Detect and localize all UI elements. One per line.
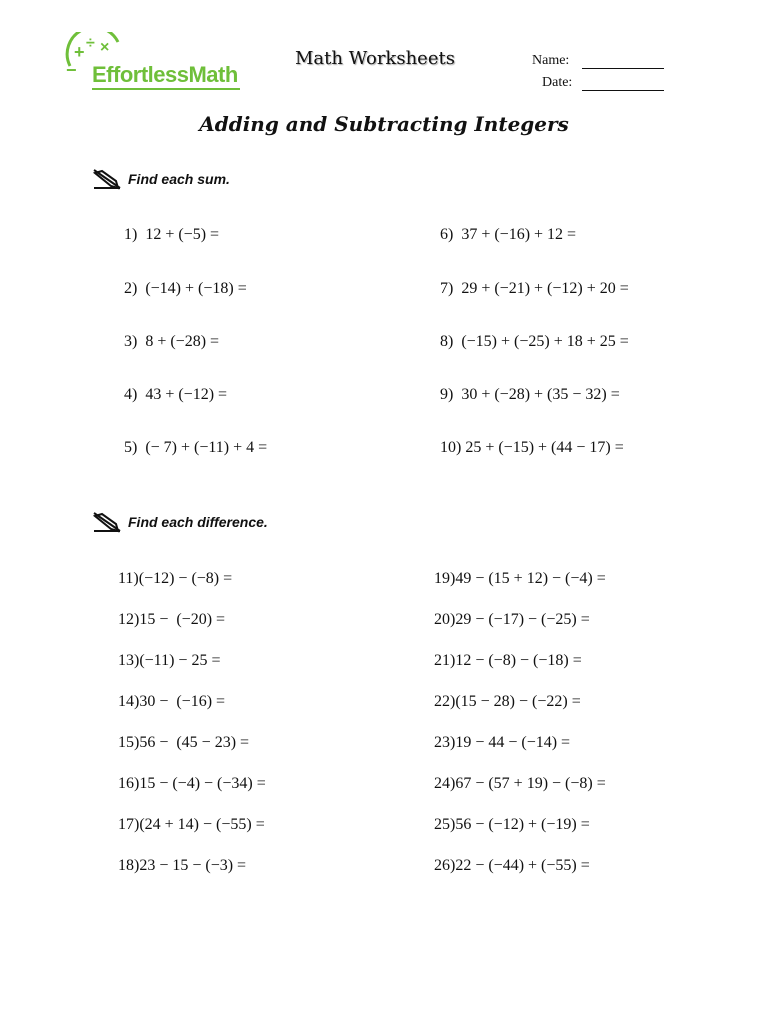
problem-item: 4) 43 + (−12) = [124, 386, 228, 403]
problem-item: 26)22 − (−44) + (−55) = [434, 857, 590, 874]
problem-item: 16)15 − (−4) − (−34) = [118, 775, 266, 792]
name-label: Name: [532, 53, 570, 68]
effortless-math-logo [64, 32, 244, 94]
problem-item: 14)30 − (−16) = [118, 693, 226, 710]
svg-text:×: × [100, 39, 110, 56]
problem-item: 8) (−15) + (−25) + 18 + 25 = [440, 333, 629, 350]
problem-item: 19)49 − (15 + 12) − (−4) = [434, 570, 606, 587]
date-field[interactable] [582, 90, 664, 91]
pencil-icon [92, 168, 122, 190]
problem-item: 5) (− 7) + (−11) + 4 = [124, 439, 268, 456]
problem-item: 13)(−11) − 25 = [118, 652, 221, 669]
problem-item: 10) 25 + (−15) + (44 − 17) = [440, 439, 624, 456]
problem-item: 2) (−14) + (−18) = [124, 280, 247, 297]
section-heading-label: Find each sum. [128, 171, 230, 187]
problem-item: 17)(24 + 14) − (−55) = [118, 816, 265, 833]
worksheet-title: Adding and Subtracting Integers [199, 112, 569, 136]
problem-item: 22)(15 − 28) − (−22) = [434, 693, 581, 710]
problem-item: 25)56 − (−12) + (−19) = [434, 816, 590, 833]
header-title: Math Worksheets [295, 48, 455, 69]
pencil-icon [92, 511, 122, 533]
section-heading-label: Find each difference. [128, 514, 268, 530]
svg-text:÷: ÷ [86, 35, 95, 52]
problem-item: 3) 8 + (−28) = [124, 333, 220, 350]
problem-item: 21)12 − (−8) − (−18) = [434, 652, 582, 669]
svg-text:+: + [74, 42, 85, 62]
name-field[interactable] [582, 68, 664, 69]
problem-item: 7) 29 + (−21) + (−12) + 20 = [440, 280, 629, 297]
logo-wordmark: EffortlessMath [92, 62, 238, 87]
problem-item: 15)56 − (45 − 23) = [118, 734, 250, 751]
problem-item: 24)67 − (57 + 19) − (−8) = [434, 775, 606, 792]
svg-text:−: − [66, 60, 77, 72]
logo-underline [92, 88, 240, 90]
date-label: Date: [542, 75, 573, 90]
problem-item: 6) 37 + (−16) + 12 = [440, 226, 577, 243]
problem-item: 12)15 − (−20) = [118, 611, 226, 628]
problem-item: 9) 30 + (−28) + (35 − 32) = [440, 386, 620, 403]
problem-item: 20)29 − (−17) − (−25) = [434, 611, 590, 628]
problem-item: 1) 12 + (−5) = [124, 226, 220, 243]
section-heading-difference [92, 511, 268, 533]
problem-item: 11)(−12) − (−8) = [118, 570, 233, 587]
section-heading-sum [92, 168, 230, 190]
problem-item: 23)19 − 44 − (−14) = [434, 734, 571, 751]
problem-item: 18)23 − 15 − (−3) = [118, 857, 247, 874]
